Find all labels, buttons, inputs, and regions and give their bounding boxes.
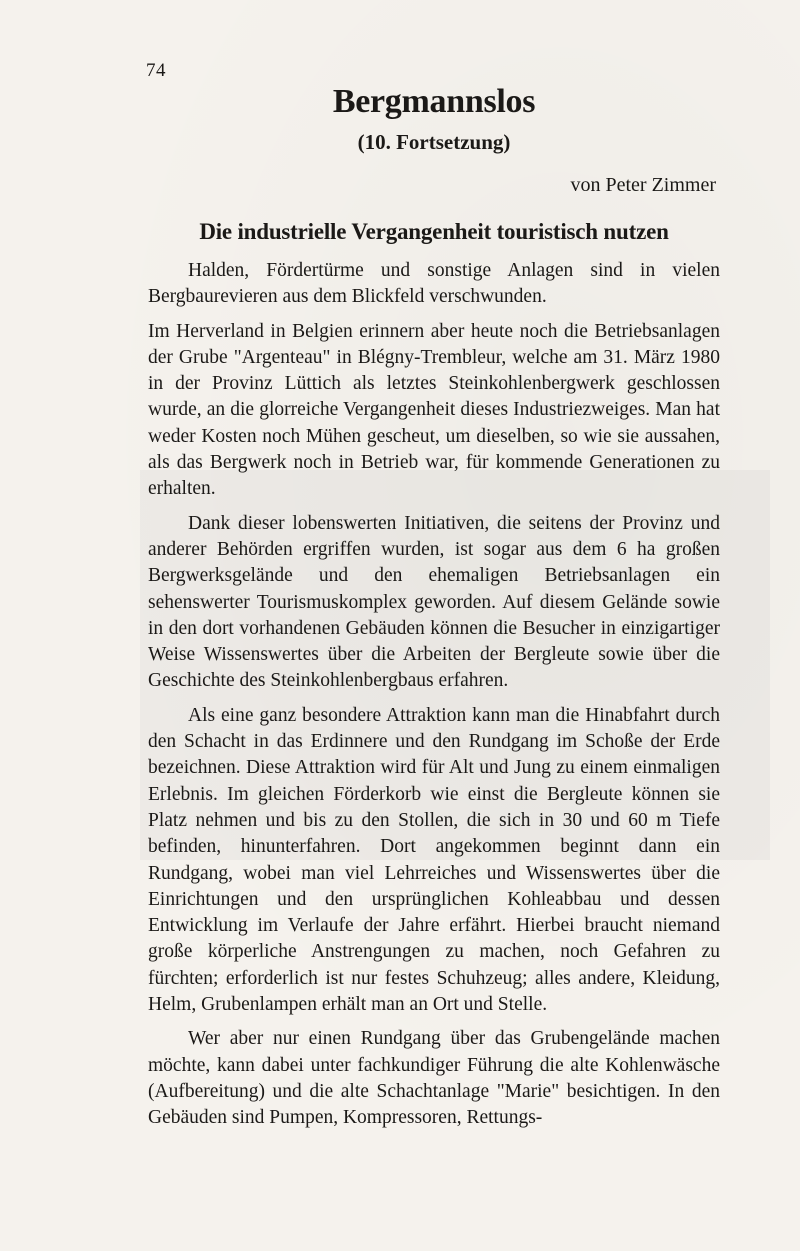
- section-heading: Die industrielle Vergangenheit touristisch nutzen: [199, 219, 669, 244]
- article-body: [148, 258, 720, 1140]
- article-title: Bergmannslos: [332, 83, 536, 120]
- paragraph-5: Wer aber nur einen Rundgang über das Grubengelände machen möchte, kann dabei unter fachkundiger Führung die alte Kohlenwäsche (Aufbereitung) und die alte Schachtanlage "Marie" besichtigen. In den Gebäuden sind Pumpen, Kompressoren, Rettungs-: [148, 1028, 720, 1129]
- paragraph-4: Als eine ganz besondere Attraktion kann man die Hinabfahrt durch den Schacht in das Erdinnere und den Rundgang im Schoße der Erde bezeichnen. Diese Attraktion wird für Alt und Jung zu einem einmaligen Erlebnis. Im gleichen Förderkorb wie einst die Bergleute können sie Platz nehmen und bis zu den Stollen, die sich in 30 und 60 m Tiefe befinden, hinunterfahren. Dort angekommen beginnt dann ein Rundgang, wobei man viel Lehrreiches und Wissenswertes über die Einrichtungen und den ursprünglichen Kohleabbau und dessen Entwicklung im Verlaufe der Jahre erfährt. Hierbei braucht niemand große körperliche Anstrengungen zu machen, noch Gefahren zu fürchten; erforderlich ist nur festes Schuhzeug; alles andere, Kleidung, Helm, Grubenlampen erhält man an Ort und Stelle.: [148, 704, 720, 1016]
- paragraph-2: Im Herverland in Belgien erinnern aber heute noch die Betriebsanlagen der Grube "Argenteau" in Blégny-Trembleur, welche am 31. März 1980 in der Provinz Lüttich als letztes Steinkohlenbergwerk geschlossen wurde, an die glorreiche Vergangenheit dieses Industriezweiges. Man hat weder Kosten noch Mühen gescheut, um dieselben, so wie sie aussahen, als das Bergwerk noch in Betrieb war, für kommende Generationen zu erhalten.: [148, 320, 720, 500]
- article-subtitle: (10. Fortsetzung): [357, 130, 511, 154]
- paragraph-1: Halden, Fördertürme und sonstige Anlagen sind in vielen Bergbaurevieren aus dem Blickfeld verschwunden.: [148, 260, 720, 308]
- paragraph-3: Dank dieser lobenswerten Initiativen, die seitens der Provinz und anderer Behörden ergriffen wurden, ist sogar aus dem 6 ha großen Bergwerksgelände und den ehemaligen Betriebsanlagen ein sehenswerter Tourismuskomplex geworden. Auf diesem Gelände sowie in den dort vorhandenen Gebäuden können die Besucher in einzigartiger Weise Wissenswertes über die Arbeiten der Bergleute sowie über die Geschichte des Steinkohlenbergbaus erfahren.: [148, 512, 720, 692]
- page-number: 74: [146, 60, 166, 81]
- author-byline: von Peter Zimmer: [570, 174, 716, 196]
